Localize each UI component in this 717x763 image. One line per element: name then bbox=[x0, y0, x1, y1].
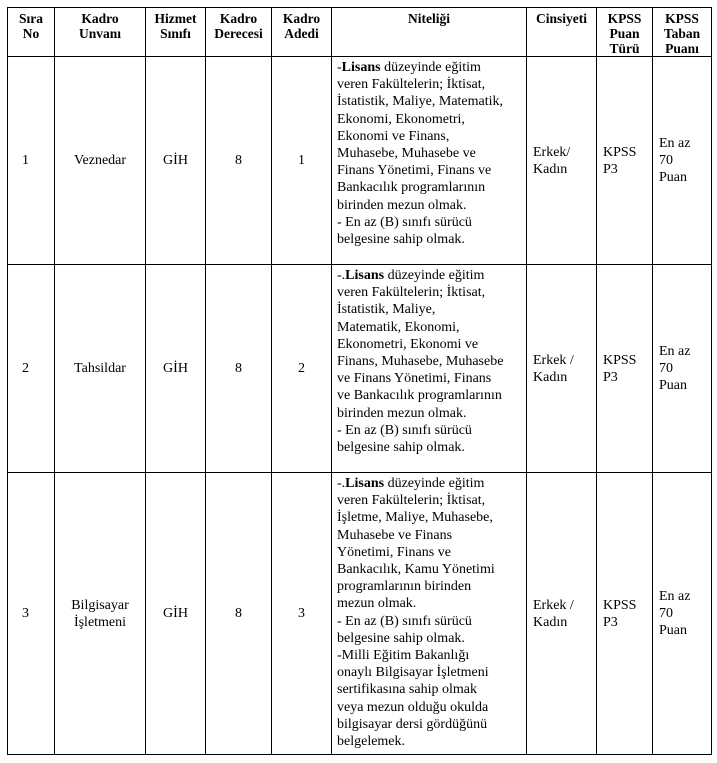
cell-kadro-derecesi bbox=[206, 473, 272, 755]
nitelik-text: Muhasebe ve Finans bbox=[337, 527, 453, 543]
taban-puani-text: En az bbox=[659, 589, 691, 604]
nitelik-text: Muhasebe, Muhasebe ve bbox=[337, 146, 476, 162]
nitelik-text: Finans Yönetimi, Finans ve bbox=[337, 163, 492, 179]
cell-kadro-adedi bbox=[272, 265, 332, 473]
nitelik-text: belgesine sahip olmak. bbox=[337, 630, 465, 646]
kadro-adedi-text: 2 bbox=[298, 361, 305, 376]
cinsiyet-text: Erkek / bbox=[533, 597, 574, 613]
nitelik-text: düzeyinde eğitim bbox=[384, 476, 485, 491]
kadro-derecesi-text: 8 bbox=[235, 153, 242, 168]
nitelik-line bbox=[337, 59, 522, 76]
nitelik-text: İstatistik, Maliye, Matematik, bbox=[337, 94, 504, 110]
kadro-unvani-text: Bilgisayar bbox=[71, 597, 129, 613]
cell-hizmet-sinifi bbox=[146, 57, 206, 265]
nitelik-text: sertifikasına sahip olmak bbox=[337, 682, 477, 698]
cell-niteligi bbox=[332, 473, 527, 755]
nitelik-text: İşletme, Maliye, Muhasebe, bbox=[337, 510, 493, 526]
nitelik-text: Ekonomi ve Finans, bbox=[337, 128, 450, 144]
taban-puani-text: 70 bbox=[659, 361, 673, 376]
nitelik-line bbox=[337, 527, 522, 544]
nitelik-line bbox=[337, 128, 522, 145]
puan-turu-text: P3 bbox=[603, 369, 618, 385]
hizmet-sinifi-text: GİH bbox=[163, 361, 188, 376]
cell-sira-no bbox=[8, 265, 55, 473]
cell-kpss-taban-puani bbox=[653, 473, 712, 755]
nitelik-line bbox=[337, 267, 522, 284]
nitelik-bold-text: Lisans bbox=[341, 60, 381, 75]
header-kadro-unvani: Kadro Unvanı bbox=[55, 8, 146, 57]
cell-kadro-derecesi bbox=[206, 57, 272, 265]
nitelik-text: - En az (B) sınıfı sürücü bbox=[337, 214, 472, 230]
cinsiyet-text: Erkek/ bbox=[533, 144, 571, 160]
cinsiyet-text: Kadın bbox=[533, 614, 568, 630]
hizmet-sinifi-text: GİH bbox=[163, 153, 188, 168]
kadro-table bbox=[7, 7, 712, 755]
nitelik-text: -. bbox=[337, 268, 346, 283]
nitelik-line bbox=[337, 231, 522, 248]
header-row bbox=[8, 8, 712, 57]
nitelik-line bbox=[337, 733, 522, 750]
nitelik-text: Yönetimi, Finans ve bbox=[337, 544, 451, 560]
taban-puani-text: Puan bbox=[659, 378, 687, 393]
nitelik-line bbox=[337, 319, 522, 336]
nitelik-line bbox=[337, 301, 522, 318]
cell-kadro-unvani bbox=[55, 265, 146, 473]
header-hizmet-sinifi: Hizmet Sınıfı bbox=[146, 8, 206, 57]
nitelik-text: belgelemek. bbox=[337, 734, 406, 750]
nitelik-text: belgesine sahip olmak. bbox=[337, 232, 465, 248]
nitelik-bold-text: Lisans bbox=[345, 476, 385, 491]
nitelik-text: Finans, Muhasebe, Muhasebe bbox=[337, 354, 504, 370]
nitelik-line bbox=[337, 681, 522, 698]
puan-turu-text: KPSS bbox=[603, 597, 637, 613]
nitelik-text: ve Bankacılık programlarının bbox=[337, 388, 502, 404]
cell-kadro-unvani bbox=[55, 57, 146, 265]
nitelik-line bbox=[337, 664, 522, 681]
cell-sira-no bbox=[8, 473, 55, 755]
table-row bbox=[8, 57, 712, 265]
nitelik-line bbox=[337, 76, 522, 93]
table-row bbox=[8, 265, 712, 473]
kadro-unvani-text: İşletmeni bbox=[73, 614, 127, 630]
kadro-unvani-text: Veznedar bbox=[73, 153, 127, 168]
cell-kadro-adedi bbox=[272, 473, 332, 755]
taban-puani-text: En az bbox=[659, 344, 691, 359]
nitelik-text: onaylı Bilgisayar İşletmeni bbox=[337, 665, 489, 681]
sira-no-text: 2 bbox=[22, 361, 29, 376]
header-niteligi: Niteliği bbox=[332, 8, 527, 57]
nitelik-text: veren Fakültelerin; İktisat, bbox=[337, 285, 486, 301]
taban-puani-text: 70 bbox=[659, 153, 673, 168]
cinsiyet-text: Erkek / bbox=[533, 352, 574, 368]
nitelik-line bbox=[337, 509, 522, 526]
cell-kpss-puan-turu bbox=[597, 265, 653, 473]
nitelik-line bbox=[337, 613, 522, 630]
kadro-adedi-text: 3 bbox=[298, 606, 305, 621]
nitelik-text: birinden mezun olmak. bbox=[337, 405, 467, 421]
nitelik-text: veren Fakültelerin; İktisat, bbox=[337, 493, 486, 509]
nitelik-text: -Milli Eğitim Bakanlığı bbox=[337, 648, 470, 664]
nitelik-line bbox=[337, 647, 522, 664]
header-sira-no: Sıra No bbox=[8, 8, 55, 57]
cell-cinsiyeti bbox=[527, 57, 597, 265]
nitelik-text: programlarının birinden bbox=[337, 579, 472, 595]
nitelik-text: veya mezun olduğu okulda bbox=[337, 699, 489, 715]
puan-turu-text: KPSS bbox=[603, 144, 637, 160]
nitelik-text: mezun olmak. bbox=[337, 596, 417, 612]
nitelik-text: Ekonomi, Ekonometri, bbox=[337, 111, 465, 127]
cell-kpss-puan-turu bbox=[597, 473, 653, 755]
nitelik-line bbox=[337, 630, 522, 647]
nitelik-text: veren Fakültelerin; İktisat, bbox=[337, 77, 486, 93]
nitelik-line bbox=[337, 387, 522, 404]
kadro-adedi-text: 1 bbox=[298, 153, 305, 168]
cell-sira-no bbox=[8, 57, 55, 265]
nitelik-text: - En az (B) sınıfı sürücü bbox=[337, 613, 472, 629]
sira-no-text: 1 bbox=[22, 153, 29, 168]
nitelik-line bbox=[337, 595, 522, 612]
cell-hizmet-sinifi bbox=[146, 473, 206, 755]
cell-kpss-taban-puani bbox=[653, 57, 712, 265]
kadro-unvani-text: Tahsildar bbox=[74, 361, 126, 376]
header-kadro-derecesi: Kadro Derecesi bbox=[206, 8, 272, 57]
cell-niteligi bbox=[332, 265, 527, 473]
nitelik-text: düzeyinde eğitim bbox=[384, 268, 485, 283]
nitelik-line bbox=[337, 578, 522, 595]
header-kpss-puan-turu: KPSS Puan Türü bbox=[597, 8, 653, 57]
nitelik-text: birinden mezun olmak. bbox=[337, 197, 467, 213]
nitelik-bold-text: Lisans bbox=[345, 268, 385, 283]
nitelik-line bbox=[337, 162, 522, 179]
nitelik-line bbox=[337, 284, 522, 301]
cell-cinsiyeti bbox=[527, 265, 597, 473]
nitelik-text: Bankacılık, Kamu Yönetimi bbox=[337, 562, 495, 578]
nitelik-text: bilgisayar dersi gördüğünü bbox=[337, 716, 488, 732]
nitelik-text: - bbox=[337, 60, 342, 75]
puan-turu-text: KPSS bbox=[603, 352, 637, 368]
nitelik-line bbox=[337, 699, 522, 716]
nitelik-text: Ekonometri, Ekonomi ve bbox=[337, 336, 479, 352]
nitelik-text: - En az (B) sınıfı sürücü bbox=[337, 422, 472, 438]
cell-kpss-taban-puani bbox=[653, 265, 712, 473]
sira-no-text: 3 bbox=[22, 606, 29, 621]
puan-turu-text: P3 bbox=[603, 161, 618, 177]
nitelik-line bbox=[337, 405, 522, 422]
nitelik-line bbox=[337, 93, 522, 110]
header-kpss-taban-puani: KPSS Taban Puanı bbox=[653, 8, 712, 57]
nitelik-line bbox=[337, 716, 522, 733]
cell-kpss-puan-turu bbox=[597, 57, 653, 265]
cell-kadro-unvani bbox=[55, 473, 146, 755]
taban-puani-text: 70 bbox=[659, 606, 673, 621]
cell-niteligi bbox=[332, 57, 527, 265]
nitelik-line bbox=[337, 370, 522, 387]
nitelik-text: Matematik, Ekonomi, bbox=[337, 319, 460, 335]
nitelik-line bbox=[337, 439, 522, 456]
nitelik-text: belgesine sahip olmak. bbox=[337, 440, 465, 456]
nitelik-line bbox=[337, 492, 522, 509]
nitelik-line bbox=[337, 561, 522, 578]
header-cinsiyeti: Cinsiyeti bbox=[527, 8, 597, 57]
nitelik-line bbox=[337, 475, 522, 492]
nitelik-line bbox=[337, 111, 522, 128]
kadro-derecesi-text: 8 bbox=[235, 361, 242, 376]
puan-turu-text: P3 bbox=[603, 614, 618, 630]
nitelik-line bbox=[337, 214, 522, 231]
nitelik-text: Bankacılık programlarının bbox=[337, 180, 486, 196]
header-kadro-adedi: Kadro Adedi bbox=[272, 8, 332, 57]
nitelik-text: düzeyinde eğitim bbox=[380, 60, 481, 75]
nitelik-text: İstatistik, Maliye, bbox=[337, 302, 436, 318]
nitelik-text: ve Finans Yönetimi, Finans bbox=[337, 371, 492, 387]
nitelik-line bbox=[337, 336, 522, 353]
cell-hizmet-sinifi bbox=[146, 265, 206, 473]
cell-kadro-adedi bbox=[272, 57, 332, 265]
taban-puani-text: En az bbox=[659, 136, 691, 151]
taban-puani-text: Puan bbox=[659, 623, 687, 638]
nitelik-line bbox=[337, 197, 522, 214]
nitelik-line bbox=[337, 353, 522, 370]
nitelik-line bbox=[337, 179, 522, 196]
cinsiyet-text: Kadın bbox=[533, 369, 568, 385]
cinsiyet-text: Kadın bbox=[533, 161, 568, 177]
table-row bbox=[8, 473, 712, 755]
nitelik-line bbox=[337, 145, 522, 162]
nitelik-line bbox=[337, 544, 522, 561]
cell-cinsiyeti bbox=[527, 473, 597, 755]
hizmet-sinifi-text: GİH bbox=[163, 606, 188, 621]
nitelik-line bbox=[337, 422, 522, 439]
cell-kadro-derecesi bbox=[206, 265, 272, 473]
taban-puani-text: Puan bbox=[659, 170, 687, 185]
kadro-derecesi-text: 8 bbox=[235, 606, 242, 621]
nitelik-text: -. bbox=[337, 476, 346, 491]
